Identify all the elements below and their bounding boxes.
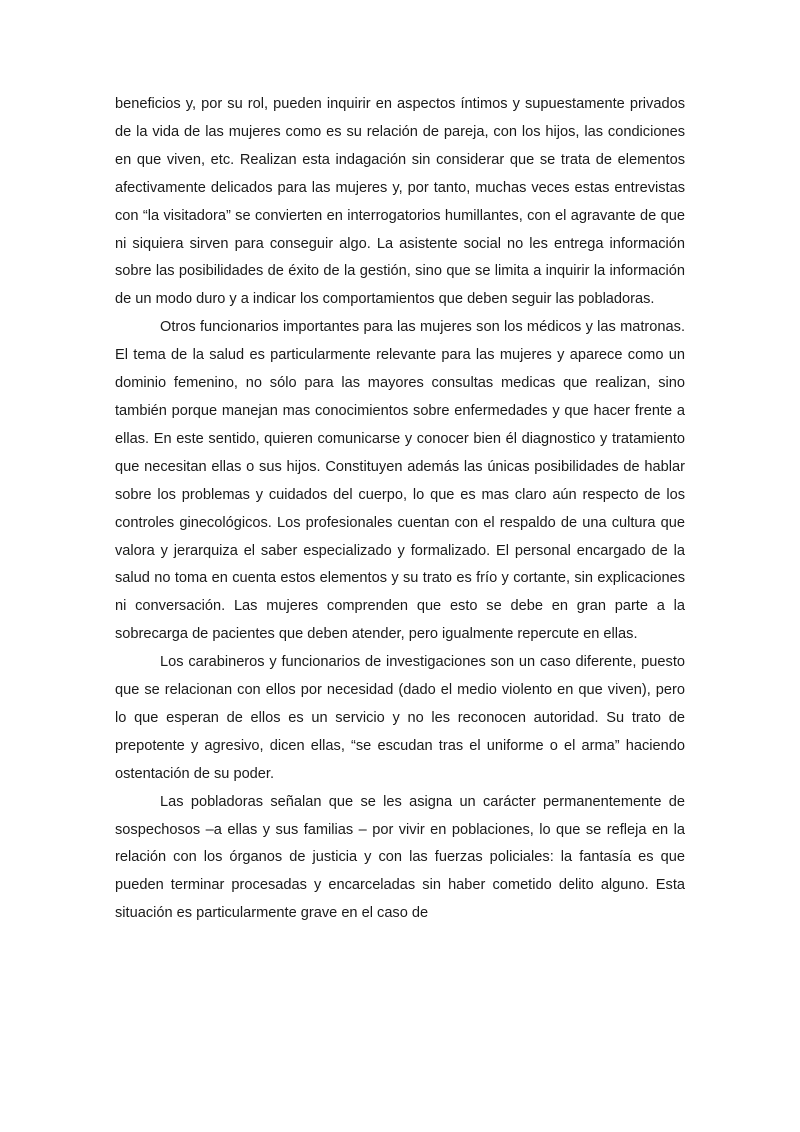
- body-text: [115, 91, 685, 928]
- paragraph-3: Los carabineros y funcionarios de investigaciones son un caso diferente, puesto que se relacionan con ellos por necesidad (dado el medio violento en que viven), pero lo que esperan de ellos es un servicio y no les reconocen autoridad. Su trato de prepotente y agresivo, dicen ellas, “se escudan tras el uniforme o el arma” haciendo ostentación de su poder.: [115, 654, 685, 782]
- paragraph-2: Otros funcionarios importantes para las mujeres son los médicos y las matronas. El tema de la salud es particularmente relevante para las mujeres y aparece como un dominio femenino, no sólo para las mayores consultas medicas que realizan, sino también porque manejan mas conocimientos sobre enfermedades y que hacer frente a ellas. En este sentido, quieren comunicarse y conocer bien él diagnostico y tratamiento que necesitan ellas o sus hijos. Constituyen además las únicas posibilidades de hablar sobre los problemas y cuidados del cuerpo, lo que es mas claro aún respecto de los controles ginecológicos. Los profesionales cuentan con el respaldo de una cultura que valora y jerarquiza el saber especializado y formalizado. El personal encargado de la salud no toma en cuenta estos elementos y su trato es frío y cortante, sin explicaciones ni conversación. Las mujeres comprenden que esto se debe en gran parte a la sobrecarga de pacientes que deben atender, pero igualmente repercute en ellas.: [115, 319, 685, 643]
- paragraph-4: Las pobladoras señalan que se les asigna un carácter permanentemente de sospechosos –a ellas y sus familias – por vivir en poblaciones, lo que se refleja en la relación con los órganos de justicia y con las fuerzas policiales: la fantasía es que pueden terminar procesadas y encarceladas sin haber cometido delito alguno. Esta situación es particularmente grave en el caso de: [115, 793, 685, 922]
- paragraph-1: beneficios y, por su rol, pueden inquirir en aspectos íntimos y supuestamente privados de la vida de las mujeres como es su relación de pareja, con los hijos, las condiciones en que viven, etc. Realizan esta indagación sin considerar que se trata de elementos afectivamente delicados para las mujeres y, por tanto, muchas veces estas entrevistas con “la visitadora” se convierten en interrogatorios humillantes, con el agravante de que ni siquiera sirven para conseguir algo. La asistente social no les entrega información sobre las posibilidades de éxito de la gestión, sino que se limita a inquirir la información de un modo duro y a indicar los comportamientos que deben seguir las pobladoras.: [115, 96, 685, 308]
